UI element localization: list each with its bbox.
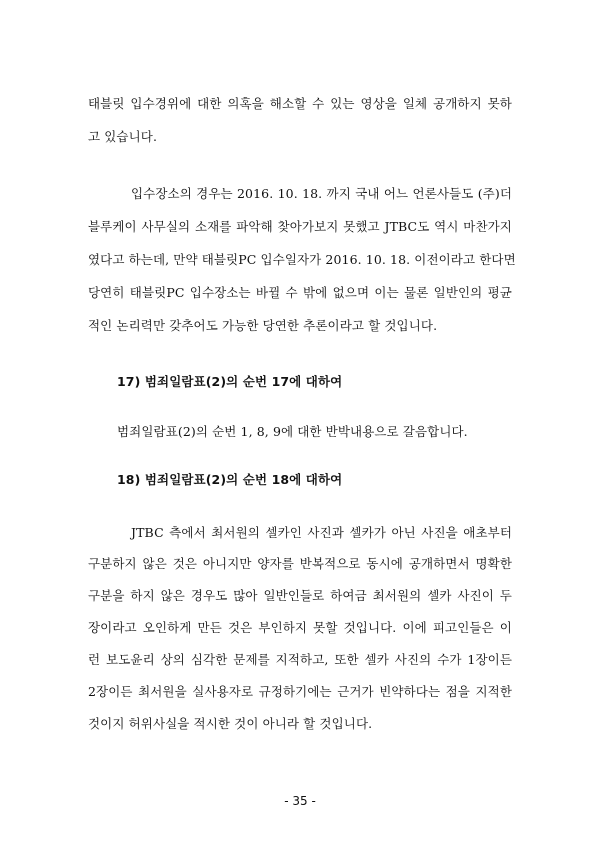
paragraph-line: 였다고 하는데, 만약 태블릿PC 입수일자가 2016. 10. 18. 이전이라고 한다면	[88, 252, 516, 267]
paragraph-line: 런 보도윤리 상의 심각한 문제를 지적하고, 또한 셀카 사진의 수가 1장이든	[88, 652, 512, 667]
section-18-heading: 18) 범죄일람표(2)의 순번 18에 대하여	[117, 472, 343, 487]
paragraph-line: JTBC 측에서 최서원의 셀카인 사진과 셀카가 아닌 사진을 애초부터	[131, 525, 512, 540]
paragraph-line: 입수장소의 경우는 2016. 10. 18. 까지 국내 어느 언론사들도 (주)더	[131, 186, 512, 201]
paragraph-line: 2장이든 최서원을 실사용자로 규정하기에는 근거가 빈약하다는 점을 지적한	[88, 684, 512, 699]
paragraph-line: 태블릿 입수경위에 대한 의혹을 해소할 수 있는 영상을 일체 공개하지 못하	[88, 96, 512, 111]
paragraph-line: 고 있습니다.	[88, 129, 158, 144]
page-number: - 35 -	[284, 794, 316, 808]
paragraph-line: 구분을 하지 않은 경우도 많아 일반인들로 하여금 최서원의 셀카 사진이 두	[88, 588, 512, 603]
paragraph-line: 것이지 허위사실을 적시한 것이 아니라 할 것입니다.	[88, 716, 373, 731]
paragraph-line: 구분하지 않은 것은 아니지만 양자를 반복적으로 동시에 공개하면서 명확한	[88, 556, 512, 571]
paragraph-line: 당연히 태블릿PC 입수장소는 바뀔 수 밖에 없으며 이는 물론 일반인의 평균	[88, 285, 512, 300]
paragraph-line: 적인 논리력만 갖추어도 가능한 당연한 추론이라고 할 것입니다.	[88, 318, 438, 333]
paragraph-line: 장이라고 오인하게 만든 것은 부인하지 못할 것입니다. 이에 피고인들은 이	[88, 620, 512, 635]
paragraph-line: 블루케이 사무실의 소재를 파악해 찾아가보지 못했고 JTBC도 역시 마찬가지	[88, 219, 512, 234]
section-17-heading: 17) 범죄일람표(2)의 순번 17에 대하여	[117, 374, 343, 389]
section-17-body: 범죄일람표(2)의 순번 1, 8, 9에 대한 반박내용으로 갈음합니다.	[117, 424, 468, 439]
